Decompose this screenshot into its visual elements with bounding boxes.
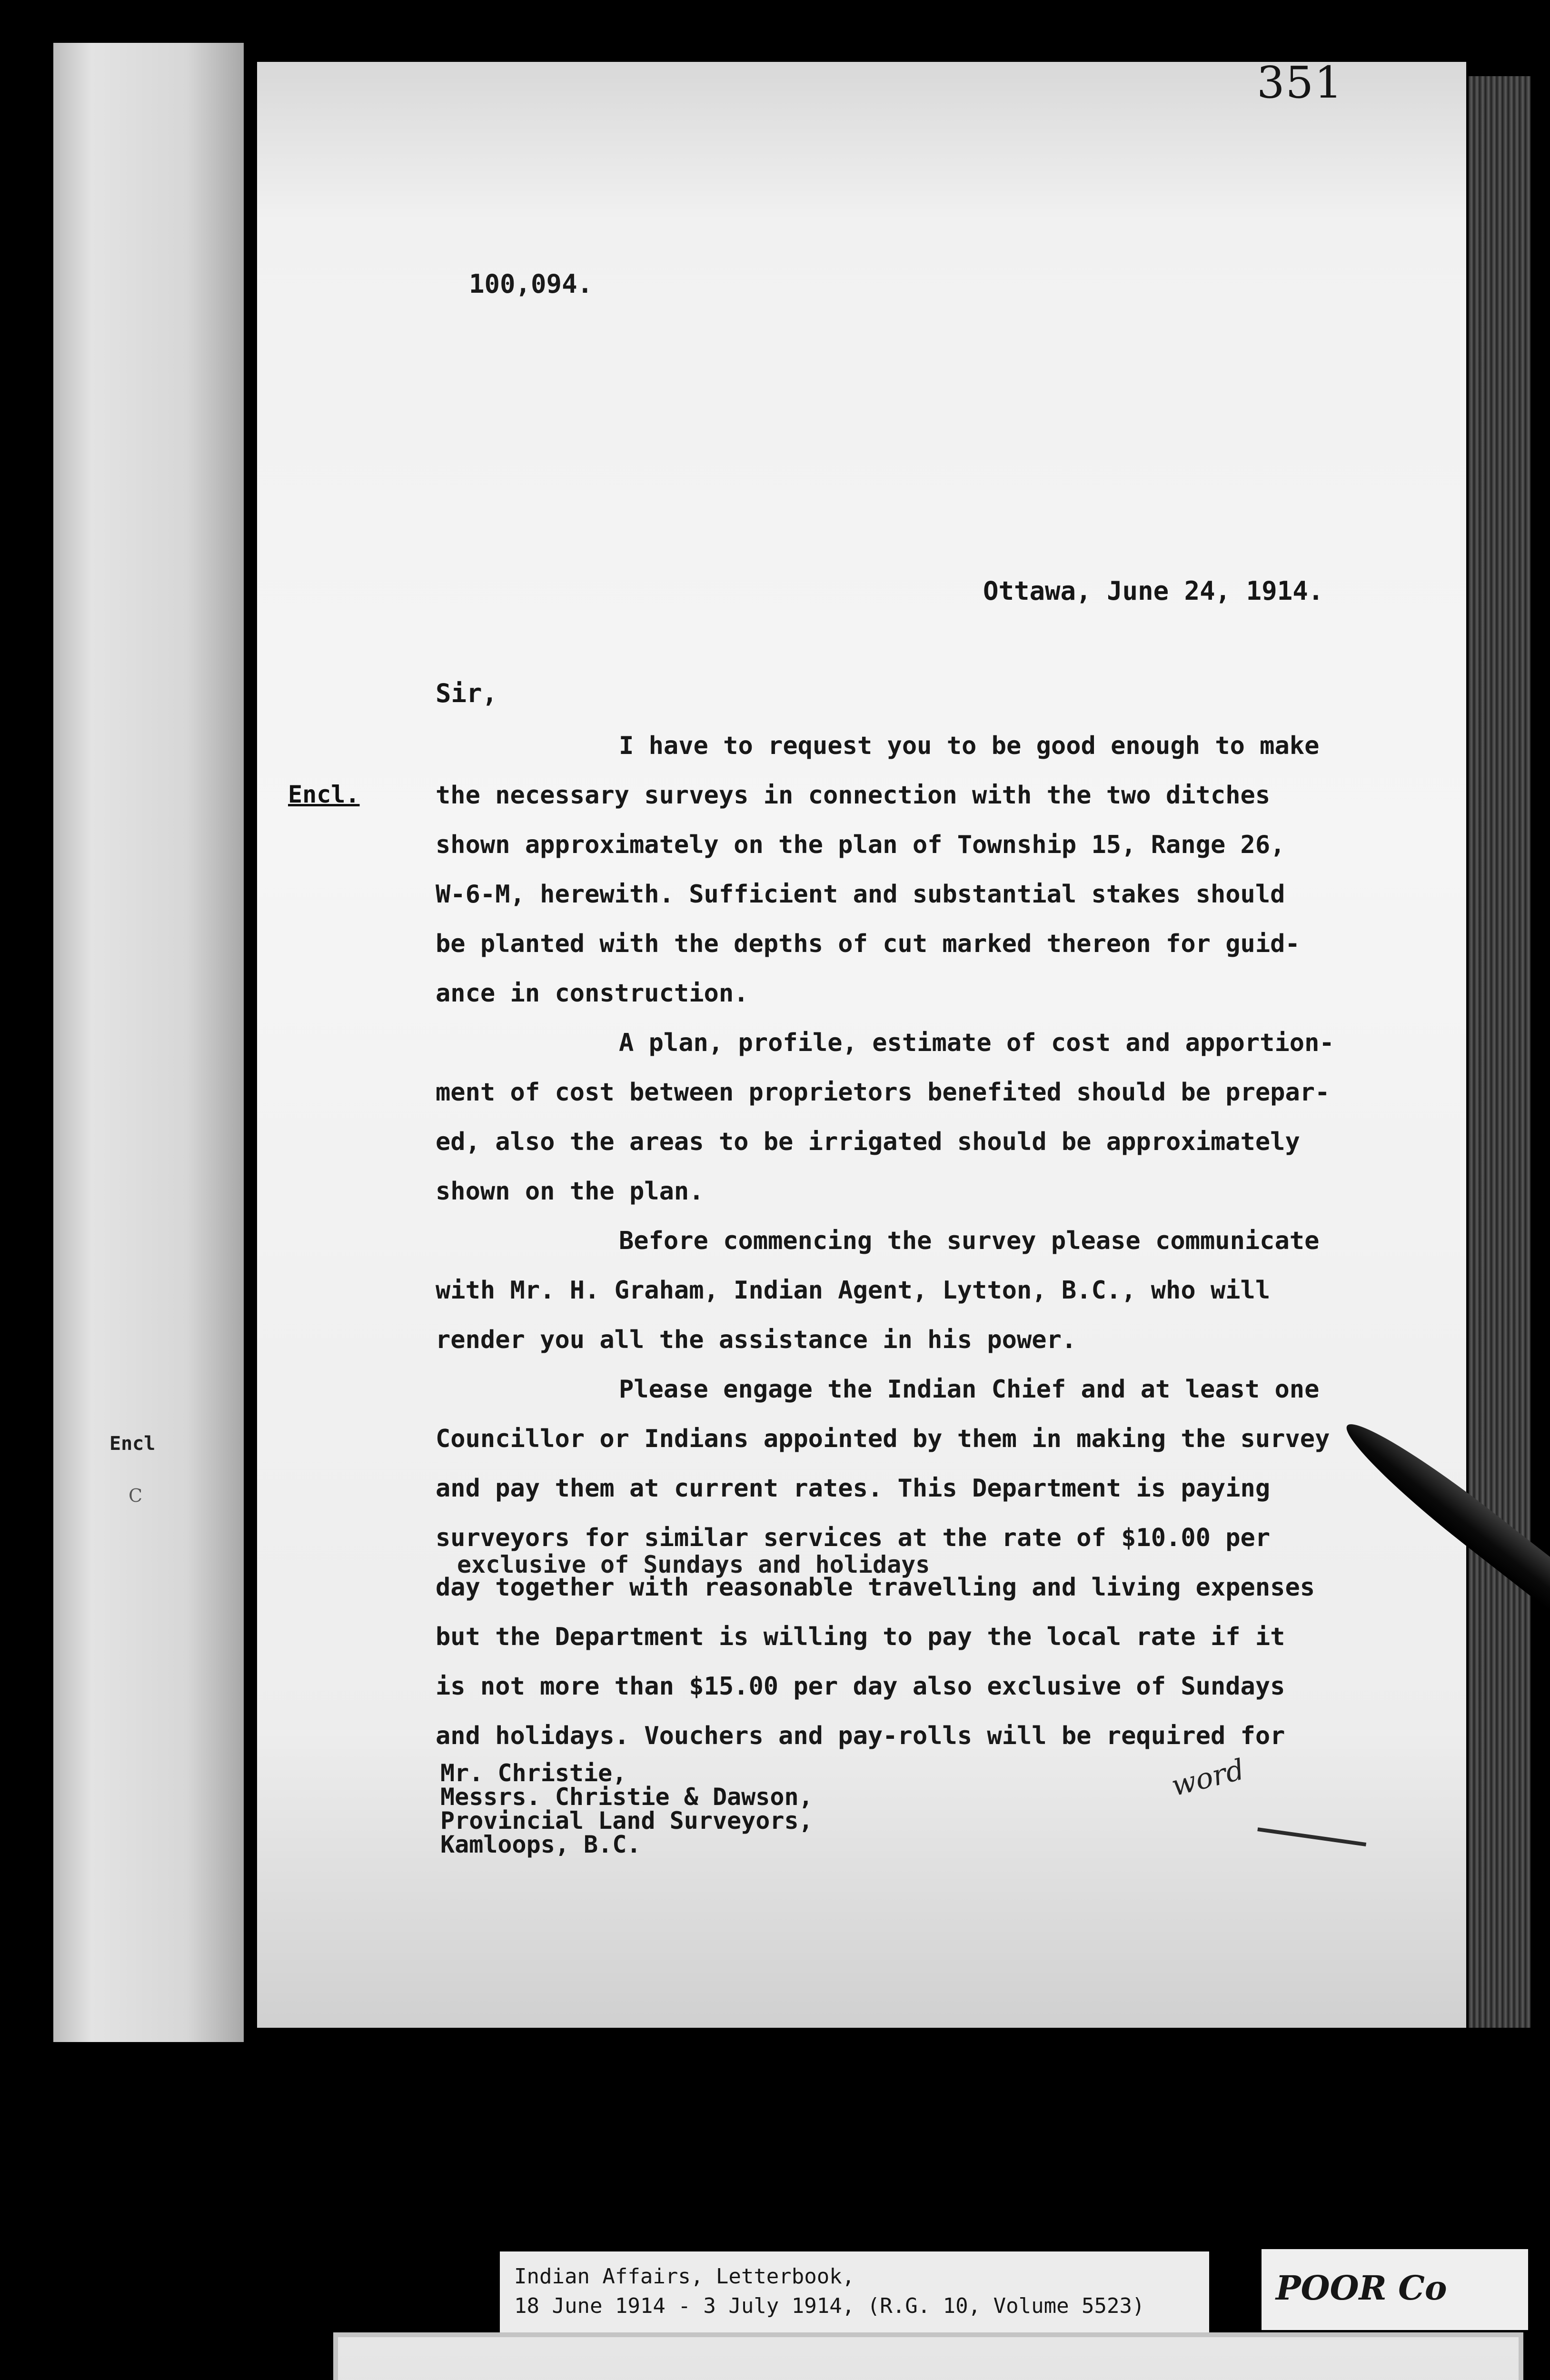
overtyped-insertion: exclusive of Sundays and holidays xyxy=(457,1551,930,1578)
reference-label xyxy=(500,2251,1209,2332)
enclosure-margin-note: Encl. xyxy=(288,781,360,808)
condition-label: POOR Co xyxy=(1262,2249,1528,2330)
paragraph-plan-profile: A plan, profile, estimate of cost and apportion- ment of cost between proprietors benefited should be prepar- ed, also the areas to be irrigated should be approximately shown on the plan. xyxy=(436,1029,1334,1206)
handwritten-mark: word xyxy=(1168,1753,1248,1803)
paragraph-communicate-agent: Before commencing the survey please communicate with Mr. H. Graham, Indian Agent, Lytton, B.C., who will render you all the assistance in his power. xyxy=(436,1227,1320,1354)
page-number: 351 xyxy=(1257,57,1343,108)
salutation: Sir, xyxy=(436,678,498,708)
book-page-edges xyxy=(1469,76,1530,2028)
address-line: Messrs. Christie & Dawson, xyxy=(440,1783,813,1811)
paragraph-engage-chief: Please engage the Indian Chief and at least one Councillor or Indians appointed by them in making the survey and pay them at current rates. This Department is paying surveyors for similar services at the rate of $10.00 per day together with reasonable travelling and living expenses but the Department is willing to pay the local rate if it is not more than $15.00 per day also exclusive of Sundays and holidays. Vouchers and pay-rolls will be required for xyxy=(436,1375,1330,1750)
reference-label-line: Indian Affairs, Letterbook, xyxy=(514,2264,855,2289)
file-number: 100,094. xyxy=(469,269,593,299)
address-line: Kamloops, B.C. xyxy=(440,1831,641,1858)
archives-stamp xyxy=(333,2332,1523,2380)
preceding-page-edge xyxy=(53,43,244,2042)
preceding-page-encl-mark: Encl xyxy=(109,1433,156,1455)
reference-label-line: 18 June 1914 - 3 July 1914, (R.G. 10, Volume 5523) xyxy=(514,2294,1145,2318)
dateline: Ottawa, June 24, 1914. xyxy=(983,576,1324,606)
preceding-page-pencil-mark: C xyxy=(129,1485,143,1506)
address-line: Provincial Land Surveyors, xyxy=(440,1807,813,1835)
address-block xyxy=(440,1761,813,1856)
paragraph-survey-request: I have to request you to be good enough to make the necessary surveys in connection with the two ditches shown approximately on the plan of Township 15, Range 26, W-6-M, herewith. Sufficient and substantial stakes should be planted with the depths of cut marked thereon for guid- ance in construction. xyxy=(436,732,1320,1008)
address-line: Mr. Christie, xyxy=(440,1759,627,1787)
letter-body xyxy=(436,721,1340,1761)
